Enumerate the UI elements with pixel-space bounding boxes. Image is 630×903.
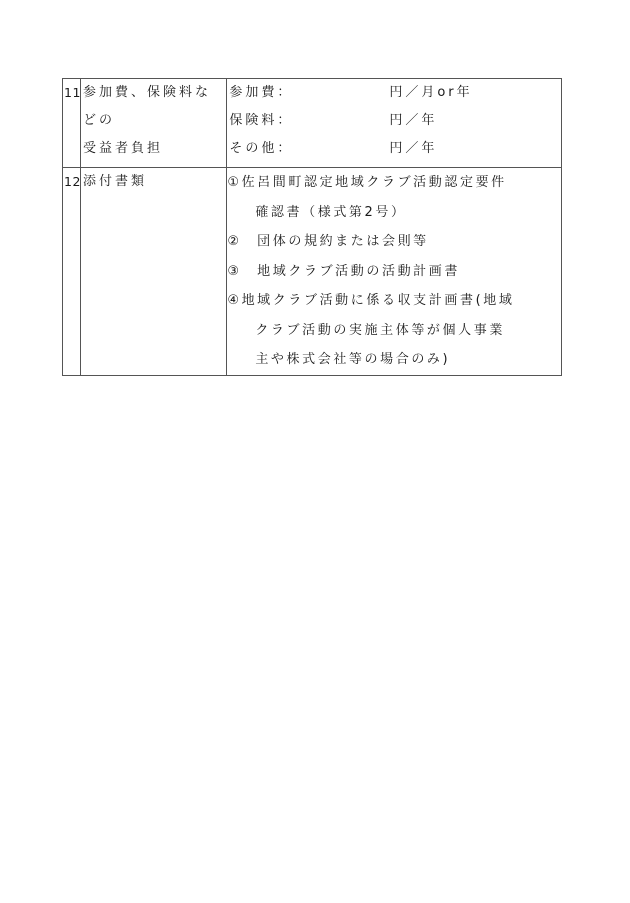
fee-unit: 円／年 (389, 141, 438, 156)
attachment-list-cell (227, 168, 562, 376)
fee-unit: 円／月or年 (389, 85, 473, 100)
item-label-cell (81, 168, 227, 376)
table-row-fees (63, 79, 562, 168)
attachment-item (227, 257, 561, 287)
fee-detail-cell (227, 79, 562, 168)
attachment-item (227, 227, 561, 257)
attachment-line: ①佐呂間町認定地域クラブ活動認定要件 (227, 175, 507, 190)
fee-unit: 円／年 (389, 113, 438, 128)
attachment-line: 確認書（様式第2号） (255, 204, 407, 220)
application-form-table (62, 78, 562, 376)
attachment-line: ③ 地域クラブ活動の活動計画書 (227, 263, 460, 279)
attachment-line: ④地域クラブ活動に係る収支計画書(地域 (227, 293, 515, 308)
fee-line-insurance (227, 107, 561, 135)
item-label-line: どの (83, 113, 116, 128)
item-label-line: 受益者負担 (83, 141, 164, 156)
attachment-item (227, 286, 561, 375)
fee-label: その他： (229, 141, 294, 156)
attachment-line: 主や株式会社等の場合のみ) (255, 352, 451, 367)
table-row-attachments (63, 168, 562, 376)
fee-label: 保険料： (229, 113, 294, 128)
item-label-cell (81, 79, 227, 168)
attachment-item (227, 168, 561, 227)
item-label-line: 添付書類 (83, 174, 148, 189)
attachment-line: ② 団体の規約または会則等 (227, 234, 429, 249)
fee-line-participation (227, 79, 561, 107)
row-number: 11 (63, 79, 81, 168)
fee-label: 参加費： (229, 85, 294, 100)
fee-line-other (227, 135, 561, 163)
row-number: 12 (63, 168, 81, 376)
item-label-line: 参加費、保険料な (83, 85, 212, 100)
attachment-line: クラブ活動の実施主体等が個人事業 (255, 322, 505, 338)
